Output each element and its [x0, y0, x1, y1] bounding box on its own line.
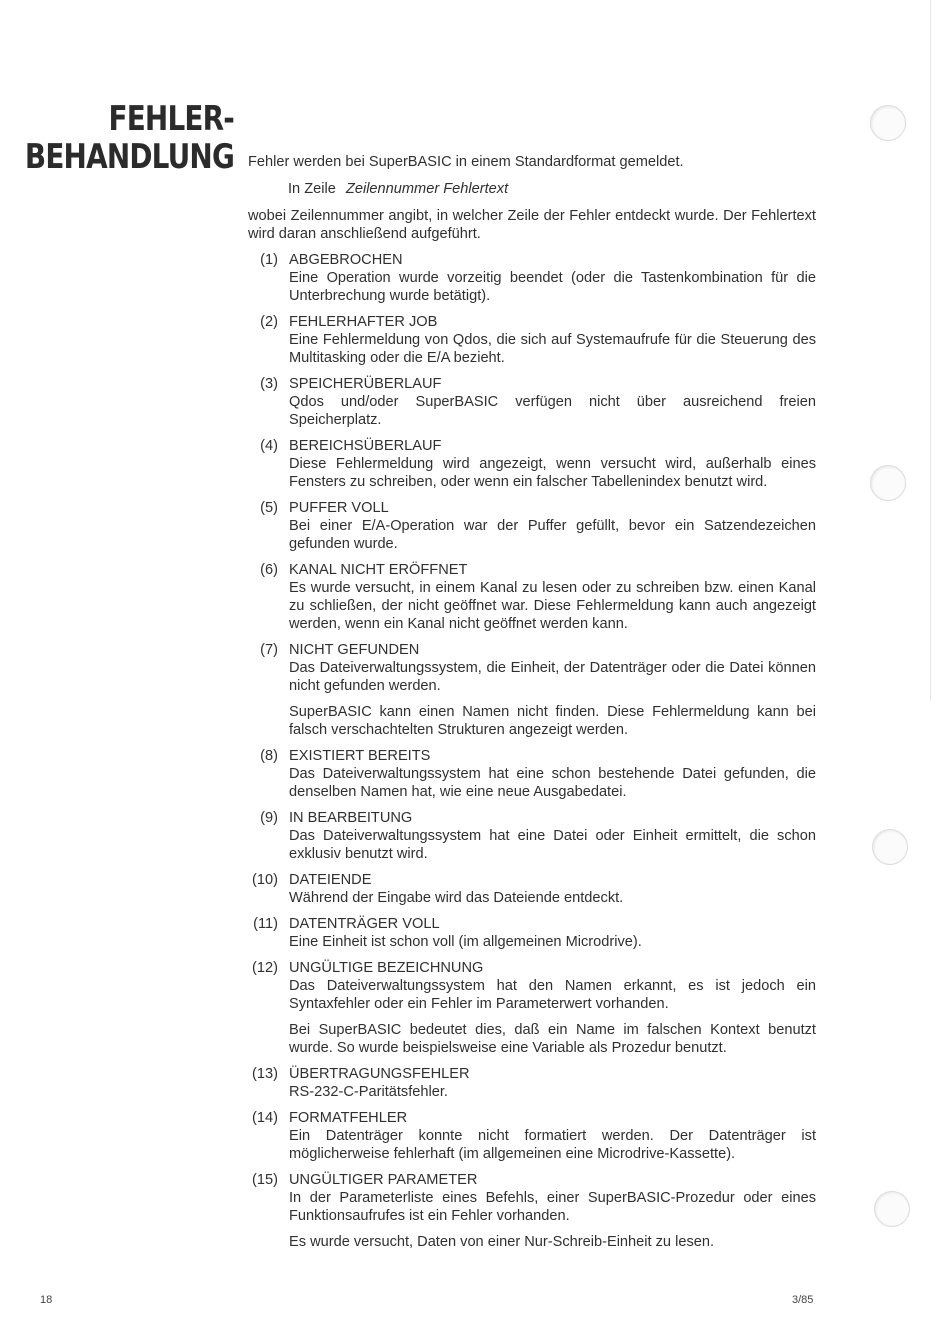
error-title: DATENTRÄGER VOLL — [289, 916, 440, 932]
error-entry — [248, 251, 816, 305]
error-format-line — [288, 180, 816, 198]
page-edge-line — [930, 0, 931, 700]
format-label: In Zeile — [288, 181, 336, 197]
explanation-paragraph: wobei Zeilennummer angibt, in welcher Zeile der Fehler entdeckt wurde. Der Fehlertext wird daran anschließend aufgeführt. — [248, 208, 816, 242]
error-title: EXISTIERT BEREITS — [289, 748, 431, 764]
error-description: Diese Fehlermeldung wird angezeigt, wenn versucht wird, außerhalb eines Fensters zu schreiben, oder wenn ein falscher Tabellenindex benutzt wird. — [289, 456, 816, 490]
error-entry — [248, 959, 816, 1057]
error-title: SPEICHERÜBERLAUF — [289, 376, 442, 392]
error-number: (3) — [260, 376, 278, 392]
error-description: Das Dateiverwaltungssystem, die Einheit, der Datenträger oder die Datei können nicht gefunden werden. — [289, 660, 816, 694]
error-title: FORMATFEHLER — [289, 1110, 408, 1126]
error-number: (1) — [260, 252, 278, 268]
error-entry — [248, 1109, 816, 1163]
error-number: (5) — [260, 500, 278, 516]
error-number: (15) — [252, 1172, 278, 1188]
intro-paragraph: Fehler werden bei SuperBASIC in einem Standardformat gemeldet. — [248, 154, 684, 170]
error-entry — [248, 375, 816, 429]
error-description: In der Parameterliste eines Befehls, einer SuperBASIC-Prozedur oder eines Funktionsaufrufes ist ein Fehler vorhanden. — [289, 1190, 816, 1224]
error-description: Qdos und/oder SuperBASIC verfügen nicht über ausreichend freien Speicherplatz. — [289, 394, 816, 428]
error-number: (12) — [252, 960, 278, 976]
heading-line-2: BEHANDLUNG — [24, 137, 234, 177]
binder-hole — [872, 829, 908, 865]
error-entry — [248, 915, 816, 951]
error-description: Eine Einheit ist schon voll (im allgemeinen Microdrive). — [289, 934, 642, 950]
error-description: Während der Eingabe wird das Dateiende entdeckt. — [289, 890, 624, 906]
error-entry — [248, 499, 816, 553]
error-number: (13) — [252, 1066, 278, 1082]
error-description: Eine Operation wurde vorzeitig beendet (oder die Tastenkombination für die Unterbrechung wurde betätigt). — [289, 270, 816, 304]
error-additional-note: SuperBASIC kann einen Namen nicht finden. Diese Fehlermeldung kann bei falsch verschachtelten Strukturen angezeigt werden. — [289, 704, 816, 738]
error-description: Bei einer E/A-Operation war der Puffer gefüllt, bevor ein Satzendezeichen gefunden wurde. — [289, 518, 816, 552]
binder-hole — [874, 1191, 910, 1227]
error-description: Das Dateiverwaltungssystem hat den Namen erkannt, es ist jedoch ein Syntaxfehler oder ein Fehler im Parameterwert vorhanden. — [289, 978, 816, 1012]
error-title: DATEIENDE — [289, 872, 372, 888]
error-description: Ein Datenträger konnte nicht formatiert werden. Der Datenträger ist möglicherweise fehlerhaft (im allgemeinen eine Microdrive-Kassette). — [289, 1128, 816, 1162]
error-entry — [248, 1171, 816, 1251]
error-title: BEREICHSÜBERLAUF — [289, 438, 442, 454]
error-title: KANAL NICHT ERÖFFNET — [289, 562, 468, 578]
binder-hole — [870, 465, 906, 501]
error-number: (4) — [260, 438, 278, 454]
error-title: PUFFER VOLL — [289, 500, 389, 516]
error-title: FEHLERHAFTER JOB — [289, 314, 438, 330]
error-title: NICHT GEFUNDEN — [289, 642, 420, 658]
error-title: UNGÜLTIGE BEZEICHNUNG — [289, 960, 484, 976]
error-number: (6) — [260, 562, 278, 578]
heading-line-1: FEHLER- — [108, 99, 234, 139]
error-entry — [248, 747, 816, 801]
error-entry — [248, 561, 816, 633]
error-description: Es wurde versucht, in einem Kanal zu lesen oder zu schreiben bzw. einen Kanal zu schließen, der nicht geöffnet war. Diese Fehlermeldung kann auch angezeigt werden, wenn ein Kanal nicht geöffnet werden kann. — [289, 580, 816, 632]
error-title: ABGEBROCHEN — [289, 252, 403, 268]
error-number: (7) — [260, 642, 278, 658]
error-description: Eine Fehlermeldung von Qdos, die sich auf Systemaufrufe für die Steuerung des Multitasking oder die E/A bezieht. — [289, 332, 816, 366]
error-entry — [248, 1065, 816, 1101]
error-number: (11) — [253, 916, 278, 932]
error-list — [248, 251, 816, 1251]
error-number: (9) — [260, 810, 278, 826]
format-placeholder: Zeilennummer Fehlertext — [345, 181, 509, 197]
section-heading — [25, 100, 234, 176]
error-number: (14) — [252, 1110, 278, 1126]
error-number: (8) — [260, 748, 278, 764]
error-number: (2) — [260, 314, 278, 330]
error-description: Das Dateiverwaltungssystem hat eine Datei oder Einheit ermittelt, die schon exklusiv benutzt wird. — [289, 828, 816, 862]
error-entry — [248, 641, 816, 739]
binder-hole — [870, 105, 906, 141]
error-title: IN BEARBEITUNG — [289, 810, 413, 826]
error-entry — [248, 437, 816, 491]
error-title: UNGÜLTIGER PARAMETER — [289, 1172, 478, 1188]
error-entry — [248, 871, 816, 907]
error-additional-note: Bei SuperBASIC bedeutet dies, daß ein Name im falschen Kontext benutzt wurde. So wurde beispielsweise eine Variable als Prozedur benutzt. — [289, 1022, 816, 1056]
error-number: (10) — [252, 872, 278, 888]
footer-date: 3/85 — [792, 1294, 814, 1306]
error-title: ÜBERTRAGUNGSFEHLER — [289, 1066, 470, 1082]
error-entry — [248, 809, 816, 863]
error-description: Das Dateiverwaltungssystem hat eine schon bestehende Datei gefunden, die denselben Namen hat, wie eine neue Ausgabedatei. — [289, 766, 816, 800]
error-additional-note: Es wurde versucht, Daten von einer Nur-Schreib-Einheit zu lesen. — [289, 1234, 715, 1250]
error-description: RS-232-C-Paritätsfehler. — [289, 1084, 448, 1100]
body-text — [248, 153, 816, 1259]
error-entry — [248, 313, 816, 367]
page-number: 18 — [40, 1294, 53, 1306]
